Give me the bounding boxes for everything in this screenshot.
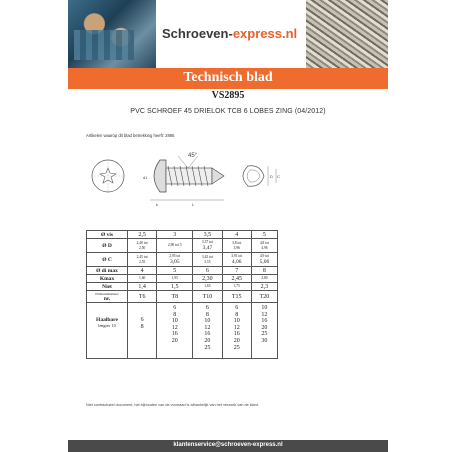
- lengths-cell: [193, 303, 222, 359]
- length-value: 12: [171, 324, 178, 331]
- row-label-niet: Niet: [87, 283, 128, 291]
- table-row: [87, 283, 278, 291]
- table-cell: 3,45 tot 3,55: [193, 253, 222, 267]
- table-cell: 3,37 tot 3,47: [193, 239, 222, 253]
- table-row: [87, 275, 278, 283]
- table-cell: 3,5: [193, 231, 222, 239]
- screw-end-view: [243, 166, 280, 187]
- length-value: 20: [233, 337, 240, 344]
- label-k: k: [156, 202, 158, 207]
- table-cell: 7: [222, 267, 251, 275]
- table-cell: 2,45 tot 2,55: [128, 253, 157, 267]
- row-label-kmax: Kmax: [87, 275, 128, 283]
- header-band: [68, 0, 388, 68]
- length-value: 20: [261, 324, 268, 331]
- length-value: 12: [233, 324, 240, 331]
- length-value: 16: [233, 331, 240, 338]
- length-value: 16: [171, 331, 178, 338]
- header-photo-screws: [306, 0, 388, 68]
- length-value: 16: [204, 331, 211, 338]
- table-row: [87, 239, 278, 253]
- table-row: [87, 303, 278, 359]
- length-value: 12: [261, 311, 268, 318]
- table-cell: 8: [251, 267, 277, 275]
- length-value: 8: [205, 311, 209, 318]
- table-cell: 5: [251, 231, 277, 239]
- table-cell: 6: [193, 267, 222, 275]
- table-row: [87, 291, 278, 303]
- length-value: 25: [261, 331, 268, 338]
- table-cell: T20: [251, 291, 277, 303]
- lengths-cell: [251, 303, 277, 359]
- row-label-dimax: Ø di max: [87, 267, 128, 275]
- table-cell: T6: [128, 291, 157, 303]
- length-value: 10: [171, 318, 178, 325]
- table-cell: 4,8 tot 4,96: [251, 239, 277, 253]
- document-code: VS2895: [211, 90, 245, 101]
- row-label-bit: Embleemdiameter nr.: [87, 291, 128, 303]
- table-cell: 2,45: [222, 275, 251, 283]
- lengths-cell: [157, 303, 193, 359]
- table-cell: 5: [157, 267, 193, 275]
- screw-side-view: [143, 153, 224, 207]
- table-row: [87, 231, 278, 239]
- footer-bar: [68, 440, 388, 452]
- banner-title: Technisch blad: [183, 70, 273, 85]
- table-cell: 1,75: [222, 283, 251, 291]
- label-d1: d1: [143, 175, 148, 180]
- table-cell: 4: [128, 267, 157, 275]
- lengths-cell: [128, 303, 157, 359]
- table-cell: T8: [157, 291, 193, 303]
- table-cell: 3: [157, 231, 193, 239]
- table-cell: 1,65: [193, 283, 222, 291]
- table-cell: 3,8 tot 3,96: [222, 239, 251, 253]
- logo-area: [156, 0, 306, 68]
- table-cell: T10: [193, 291, 222, 303]
- length-value: 6: [173, 305, 177, 311]
- table-cell: 1,4: [128, 283, 157, 291]
- screw-head-front-view: [91, 159, 125, 193]
- disclaimer-text: Niet contractueel document, het bijhouden van de voorraad is afhankelijk van het verzoek van de klant.: [86, 403, 259, 407]
- screw-technical-drawing: [88, 146, 288, 216]
- row-label-c: Ø C: [87, 253, 128, 267]
- length-value: 8: [140, 323, 144, 330]
- length-value: 16: [261, 318, 268, 325]
- row-label-d: Ø D: [87, 239, 128, 253]
- logo-accent-text: express.nl: [232, 26, 298, 41]
- length-value: 8: [235, 311, 239, 318]
- table-cell: 1,60: [128, 275, 157, 283]
- table-cell: 2,3: [251, 283, 277, 291]
- title-banner: [68, 68, 388, 89]
- specification-table: [86, 230, 278, 359]
- length-value: 25: [204, 344, 211, 351]
- row-label-vis: Ø vis: [87, 231, 128, 239]
- angle-label: 45°: [188, 153, 198, 159]
- length-value: 6: [140, 317, 144, 323]
- table-row: [87, 253, 278, 267]
- label-l: L: [192, 202, 195, 207]
- header-photo-workshop: [68, 0, 156, 68]
- table-cell: 1,95: [157, 275, 193, 283]
- table-cell: 2,90 tot 3: [157, 239, 193, 253]
- document-subtitle: PVC SCHROEF 45 DRIELOK TCB 6 LOBES ZING (04/2012): [130, 108, 326, 115]
- row-label-lengths: Haalbare lengtes 10: [87, 303, 128, 359]
- length-value: 6: [235, 305, 239, 311]
- length-value: 8: [173, 311, 177, 318]
- length-value: 12: [204, 324, 211, 331]
- footer-email-link[interactable]: klantenservice@schroeven-express.nl: [173, 442, 283, 448]
- table-cell: 3,91 tot 4,06: [222, 253, 251, 267]
- lengths-cell: [222, 303, 251, 359]
- table-cell: 2,80: [251, 275, 277, 283]
- table-cell: 2,30: [193, 275, 222, 283]
- table-cell: 2,5: [128, 231, 157, 239]
- table-cell: 2,95 tot 3,05: [157, 253, 193, 267]
- length-value: 25: [233, 344, 240, 351]
- table-cell: 4: [222, 231, 251, 239]
- length-value: 20: [171, 337, 178, 344]
- label-d: D: [270, 174, 273, 179]
- table-cell: 2,40 tot 2,50: [128, 239, 157, 253]
- length-value: 10: [261, 305, 268, 311]
- length-value: 10: [233, 318, 240, 325]
- label-c: C: [277, 174, 280, 179]
- length-value: 30: [261, 337, 268, 344]
- logo-main-text: Schroeven-: [162, 26, 233, 41]
- table-cell: 1,5: [157, 283, 193, 291]
- table-row: [87, 267, 278, 275]
- table-cell: T15: [222, 291, 251, 303]
- length-value: 20: [204, 337, 211, 344]
- length-value: 6: [205, 305, 209, 311]
- articles-note: Artikelen waarop dit blad betrekking heeft: 2895: [86, 133, 175, 138]
- logo[interactable]: [162, 26, 297, 41]
- table-cell: 4,9 tot 5,06: [251, 253, 277, 267]
- length-value: 10: [204, 318, 211, 325]
